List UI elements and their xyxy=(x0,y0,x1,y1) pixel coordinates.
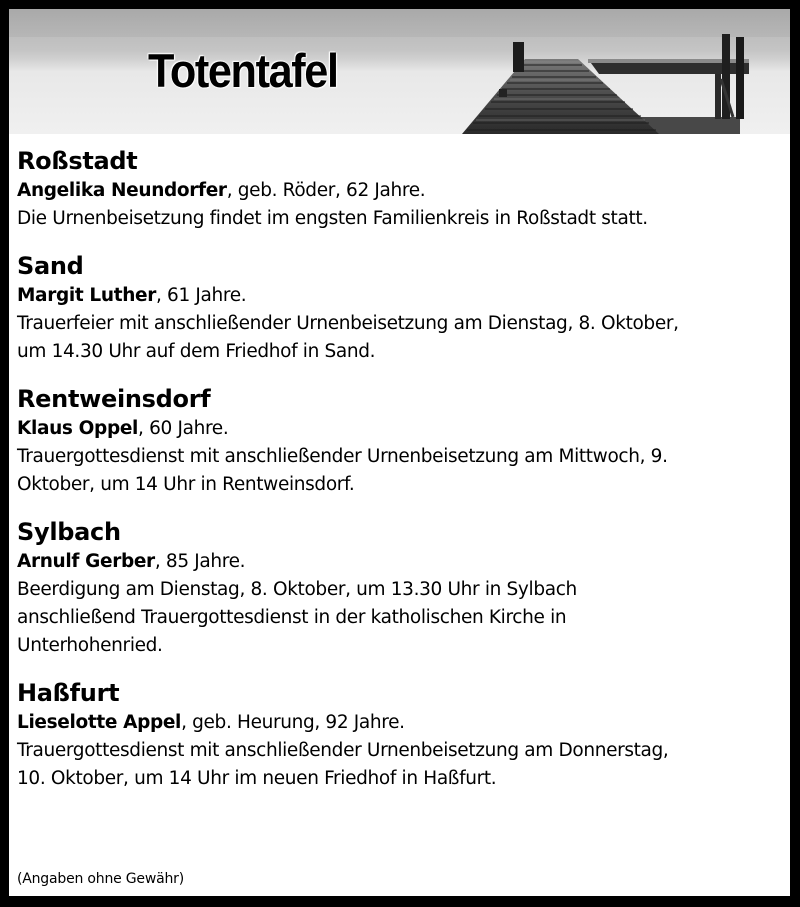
place-heading: Roßstadt xyxy=(17,147,138,175)
place-heading: Rentweinsdorf xyxy=(17,385,211,413)
person-name: Angelika Neundorfer xyxy=(17,180,227,201)
person-details: , 85 Jahre. xyxy=(154,551,246,572)
person-name: Margit Luther xyxy=(17,285,156,306)
ceremony-text: Oktober, um 14 Uhr in Rentweinsdorf. xyxy=(17,474,355,495)
obituary-entry xyxy=(17,145,785,233)
ceremony-text: anschließend Trauergottesdienst in der katholischen Kirche in xyxy=(17,607,567,628)
ceremony-text: Trauerfeier mit anschließender Urnenbeisetzung am Dienstag, 8. Oktober, xyxy=(17,313,679,334)
place-heading: Sylbach xyxy=(17,518,121,546)
obituary-entry xyxy=(17,516,785,660)
place-heading: Haßfurt xyxy=(17,679,120,707)
ceremony-text: Trauergottesdienst mit anschließender Urnenbeisetzung am Donnerstag, xyxy=(17,740,669,761)
ceremony-text: 10. Oktober, um 14 Uhr im neuen Friedhof in Haßfurt. xyxy=(17,768,497,789)
obituary-entry xyxy=(17,383,785,499)
person-details: , 60 Jahre. xyxy=(138,418,229,439)
person-name: Arnulf Gerber xyxy=(17,551,155,572)
person-line xyxy=(17,548,785,576)
header-banner xyxy=(9,9,790,134)
person-name: Klaus Oppel xyxy=(17,418,139,439)
place-heading: Sand xyxy=(17,252,84,280)
person-name: Lieselotte Appel xyxy=(17,712,182,733)
page-title: Totentafel xyxy=(148,44,338,97)
ceremony-text: Unterhohenried. xyxy=(17,635,163,656)
person-details: , geb. Heurung, 92 Jahre. xyxy=(181,712,405,733)
ceremony-text: Trauergottesdienst mit anschließender Urnenbeisetzung am Mittwoch, 9. xyxy=(17,446,668,467)
person-details: , geb. Röder, 62 Jahre. xyxy=(226,180,426,201)
ceremony-text: Die Urnenbeisetzung findet im engsten Familienkreis in Roßstadt statt. xyxy=(17,208,648,229)
person-line xyxy=(17,177,785,205)
ceremony-text: um 14.30 Uhr auf dem Friedhof in Sand. xyxy=(17,341,376,362)
obituary-list xyxy=(17,145,785,810)
person-details: , 61 Jahre. xyxy=(155,285,247,306)
ceremony-text: Beerdigung am Dienstag, 8. Oktober, um 13.30 Uhr in Sylbach xyxy=(17,579,577,600)
person-line xyxy=(17,709,785,737)
obituary-board xyxy=(9,9,790,896)
obituary-entry xyxy=(17,250,785,366)
jetty-lake-image xyxy=(9,9,790,134)
obituary-entry xyxy=(17,677,785,793)
person-line xyxy=(17,282,785,310)
person-line xyxy=(17,415,785,443)
disclaimer-note: (Angaben ohne Gewähr) xyxy=(17,871,184,887)
